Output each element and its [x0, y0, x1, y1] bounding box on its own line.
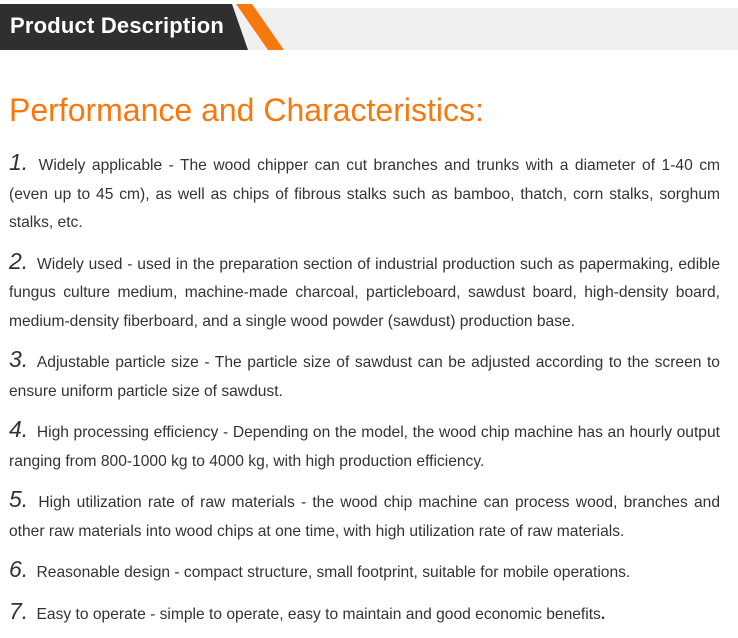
item-text: Widely used - used in the preparation section of industrial production such as papermaking, edible fungus culture medium, machine-made charcoal, particleboard, sawdust board, high-density board, medium-density fiberboard, and a single wood powder (sawdust) production base.: [9, 255, 720, 330]
features-list: [9, 148, 720, 638]
item-number: 5.: [9, 486, 29, 512]
section-banner: [0, 0, 738, 52]
item-number: 3.: [9, 346, 29, 372]
list-item: [9, 555, 720, 588]
item-number: 7.: [9, 597, 29, 624]
item-text: High utilization rate of raw materials - the wood chip machine can process wood, branches and other raw materials into wood chips at one time, with high utilization rate of raw materials.: [9, 494, 720, 540]
list-item: [9, 148, 720, 238]
list-item: [9, 597, 720, 630]
section-heading: Performance and Characteristics:: [9, 92, 484, 128]
item-text: High processing efficiency - Depending on the model, the wood chip machine has an hourly output ranging from 800-1000 kg to 4000 kg, with high production efficiency.: [9, 424, 720, 470]
item-number: 1.: [9, 149, 29, 175]
list-item: [9, 415, 720, 476]
item-number: 4.: [9, 416, 29, 442]
item-number: 2.: [9, 247, 29, 274]
item-text: Adjustable particle size - The particle size of sawdust can be adjusted according to the screen to ensure uniform particle size of sawdust.: [9, 354, 720, 400]
banner-title: Product Description: [10, 13, 225, 38]
list-item: [9, 345, 720, 406]
list-item: [9, 485, 720, 546]
list-item: [9, 247, 720, 337]
item-text: Easy to operate - simple to operate, easy to maintain and good economic benefits: [36, 605, 601, 623]
item-text: Reasonable design - compact structure, small footprint, suitable for mobile operations.: [36, 564, 631, 581]
item-end-period: .: [600, 605, 606, 623]
item-number: 6.: [9, 556, 29, 582]
item-text: Widely applicable - The wood chipper can cut branches and trunks with a diameter of 1-40 cm (even up to 45 cm), as well as chips of fibrous stalks such as bamboo, thatch, corn stalks, sorghum stalks, etc.: [9, 157, 720, 231]
